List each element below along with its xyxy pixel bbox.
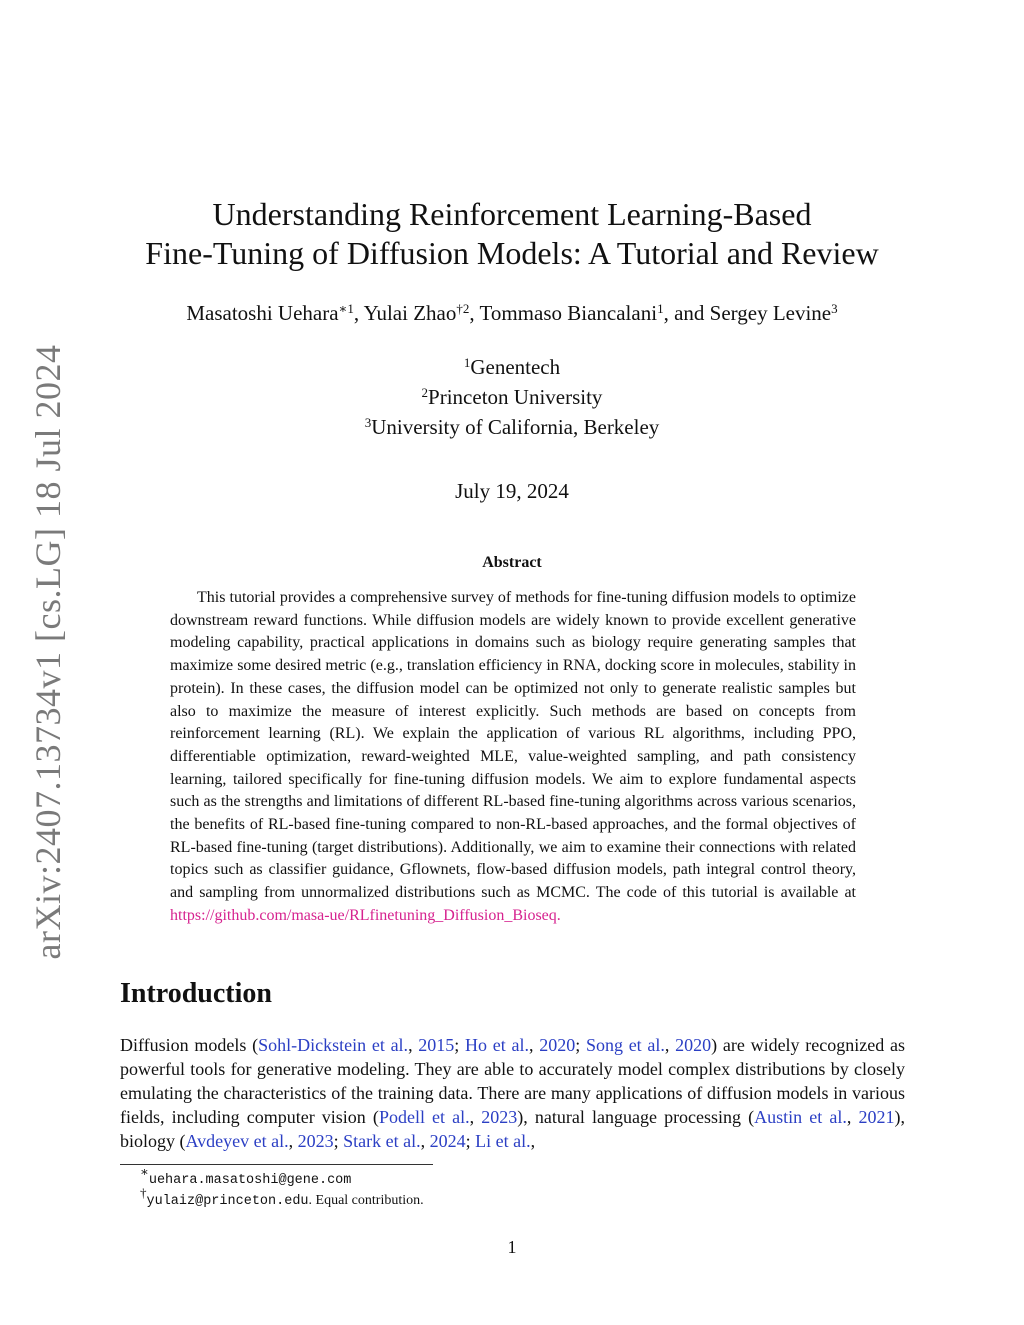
arxiv-identifier: arXiv:2407.13734v1 [cs.LG] 18 Jul 2024 xyxy=(28,344,68,960)
affiliations xyxy=(200,352,824,442)
citation-year-link[interactable]: 2015 xyxy=(418,1035,455,1055)
citation-year-link[interactable]: 2024 xyxy=(429,1131,466,1151)
author-separator: , xyxy=(469,301,480,325)
page-number: 1 xyxy=(507,1237,517,1257)
footnote-email: uehara.masatoshi@gene.com xyxy=(148,1173,352,1188)
footnote-divider xyxy=(120,1164,433,1165)
title-line-2: Fine-Tuning of Diffusion Models: A Tutorial and Review xyxy=(145,235,879,271)
affiliation xyxy=(200,352,824,382)
citation-year-link[interactable]: 2020 xyxy=(539,1035,576,1055)
intro-text: ; xyxy=(454,1035,466,1055)
citation-link[interactable]: Song et al. xyxy=(585,1035,665,1055)
affiliation xyxy=(200,382,824,412)
footnotes xyxy=(140,1163,424,1212)
author-name: Masatoshi Uehara xyxy=(186,301,339,325)
affiliation-mark: 3 xyxy=(364,414,372,430)
intro-text: , xyxy=(846,1107,859,1127)
citation-link[interactable]: Li et al. xyxy=(475,1131,531,1151)
citation-link[interactable]: Austin et al. xyxy=(754,1107,847,1127)
footnote xyxy=(140,1163,424,1191)
intro-text: ; xyxy=(333,1131,344,1151)
author-mark: ∗1 xyxy=(338,300,354,316)
intro-text: , xyxy=(469,1107,482,1127)
abstract-heading: Abstract xyxy=(482,554,542,571)
intro-text: , xyxy=(288,1131,298,1151)
citation-year-link[interactable]: 2023 xyxy=(297,1131,334,1151)
section-heading-introduction: Introduction xyxy=(120,978,272,1009)
intro-text: , xyxy=(528,1035,540,1055)
citation-link[interactable]: Ho et al. xyxy=(465,1035,529,1055)
publication-date: July 19, 2024 xyxy=(455,479,569,503)
affiliation-mark: 2 xyxy=(421,384,429,400)
paper-title xyxy=(100,195,924,273)
author-separator: , xyxy=(353,301,364,325)
author-list xyxy=(60,301,964,326)
affiliation-name: Genentech xyxy=(470,355,561,379)
footnote-text: . Equal contribution. xyxy=(308,1193,424,1208)
author-name: Sergey Levine xyxy=(709,301,832,325)
citation-link[interactable]: Stark et al. xyxy=(343,1131,421,1151)
code-repository-link[interactable]: https://github.com/masa-ue/RLfinetuning_Diffusion_Bioseq. xyxy=(170,906,561,924)
footnote xyxy=(140,1184,424,1212)
abstract-text: This tutorial provides a comprehensive survey of methods for fine-tuning diffusion models to optimize downstream reward functions. While diffusion models are widely known to provide excellent generative modeling capability, practical applications in domains such as biology require generating samples that maximize some desired metric (e.g., translation efficiency in RNA, docking score in molecules, stability in protein). In these cases, the diffusion model can be optimized not only to generate realistic samples but also to maximize the measure of interest explicitly. Such methods are based on concepts from reinforcement learning (RL). We explain the application of various RL algorithms, including PPO, differentiable optimization, reward-weighted MLE, value-weighted sampling, and path consistency learning, tailored specifically for fine-tuning diffusion models. We aim to explore fundamental aspects such as the strengths and limitations of different RL-based fine-tuning algorithms across various scenarios, the benefits of RL-based fine-tuning compared to non-RL-based approaches, and the formal objectives of RL-based fine-tuning (target distributions). Additionally, we aim to examine their connections with related topics such as classifier guidance, Gflownets, flow-based diffusion models, path integral control theory, and sampling from unnormalized distributions such as MCMC. The code of this tutorial is available at xyxy=(170,589,856,902)
intro-text: , xyxy=(420,1131,430,1151)
intro-text: ; xyxy=(465,1131,476,1151)
author-name: Tommaso Biancalani xyxy=(479,301,658,325)
citation-year-link[interactable]: 2021 xyxy=(858,1107,895,1127)
author-mark: †2 xyxy=(456,300,470,316)
footnote-mark: † xyxy=(140,1184,147,1200)
introduction-paragraph xyxy=(120,1033,905,1153)
intro-text: Diffusion models ( xyxy=(120,1035,259,1055)
author-mark: 1 xyxy=(657,300,664,316)
author-name: Yulai Zhao xyxy=(363,301,457,325)
footnote-email: yulaiz@princeton.edu xyxy=(146,1194,309,1209)
author-separator: , and xyxy=(663,301,710,325)
intro-text: ) are widely recognized as powerful tools for generative modeling. They are able to accurately model complex distributions by closely emulating the characteristics of the training data. There are many applications of diffusion models in various fields, including computer vision ( xyxy=(120,1035,905,1127)
author-mark: 3 xyxy=(831,300,838,316)
intro-text: , xyxy=(408,1035,419,1055)
footnote-mark: ∗ xyxy=(140,1163,149,1179)
affiliation-name: University of California, Berkeley xyxy=(371,415,660,439)
citation-link[interactable]: Sohl-Dickstein et al. xyxy=(258,1035,409,1055)
affiliation-mark: 1 xyxy=(463,354,471,370)
citation-year-link[interactable]: 2023 xyxy=(481,1107,518,1127)
abstract-body xyxy=(170,587,856,928)
citation-link[interactable]: Avdeyev et al. xyxy=(185,1131,289,1151)
intro-text: , xyxy=(530,1131,536,1151)
intro-text: , xyxy=(664,1035,676,1055)
citation-link[interactable]: Podell et al. xyxy=(378,1107,470,1127)
title-line-1: Understanding Reinforcement Learning-Based xyxy=(212,196,812,232)
intro-text: ), natural language processing ( xyxy=(517,1107,755,1127)
intro-text: ), biology ( xyxy=(120,1107,906,1151)
citation-year-link[interactable]: 2020 xyxy=(675,1035,712,1055)
intro-text: ; xyxy=(575,1035,586,1055)
affiliation xyxy=(200,412,824,442)
affiliation-name: Princeton University xyxy=(428,385,603,409)
